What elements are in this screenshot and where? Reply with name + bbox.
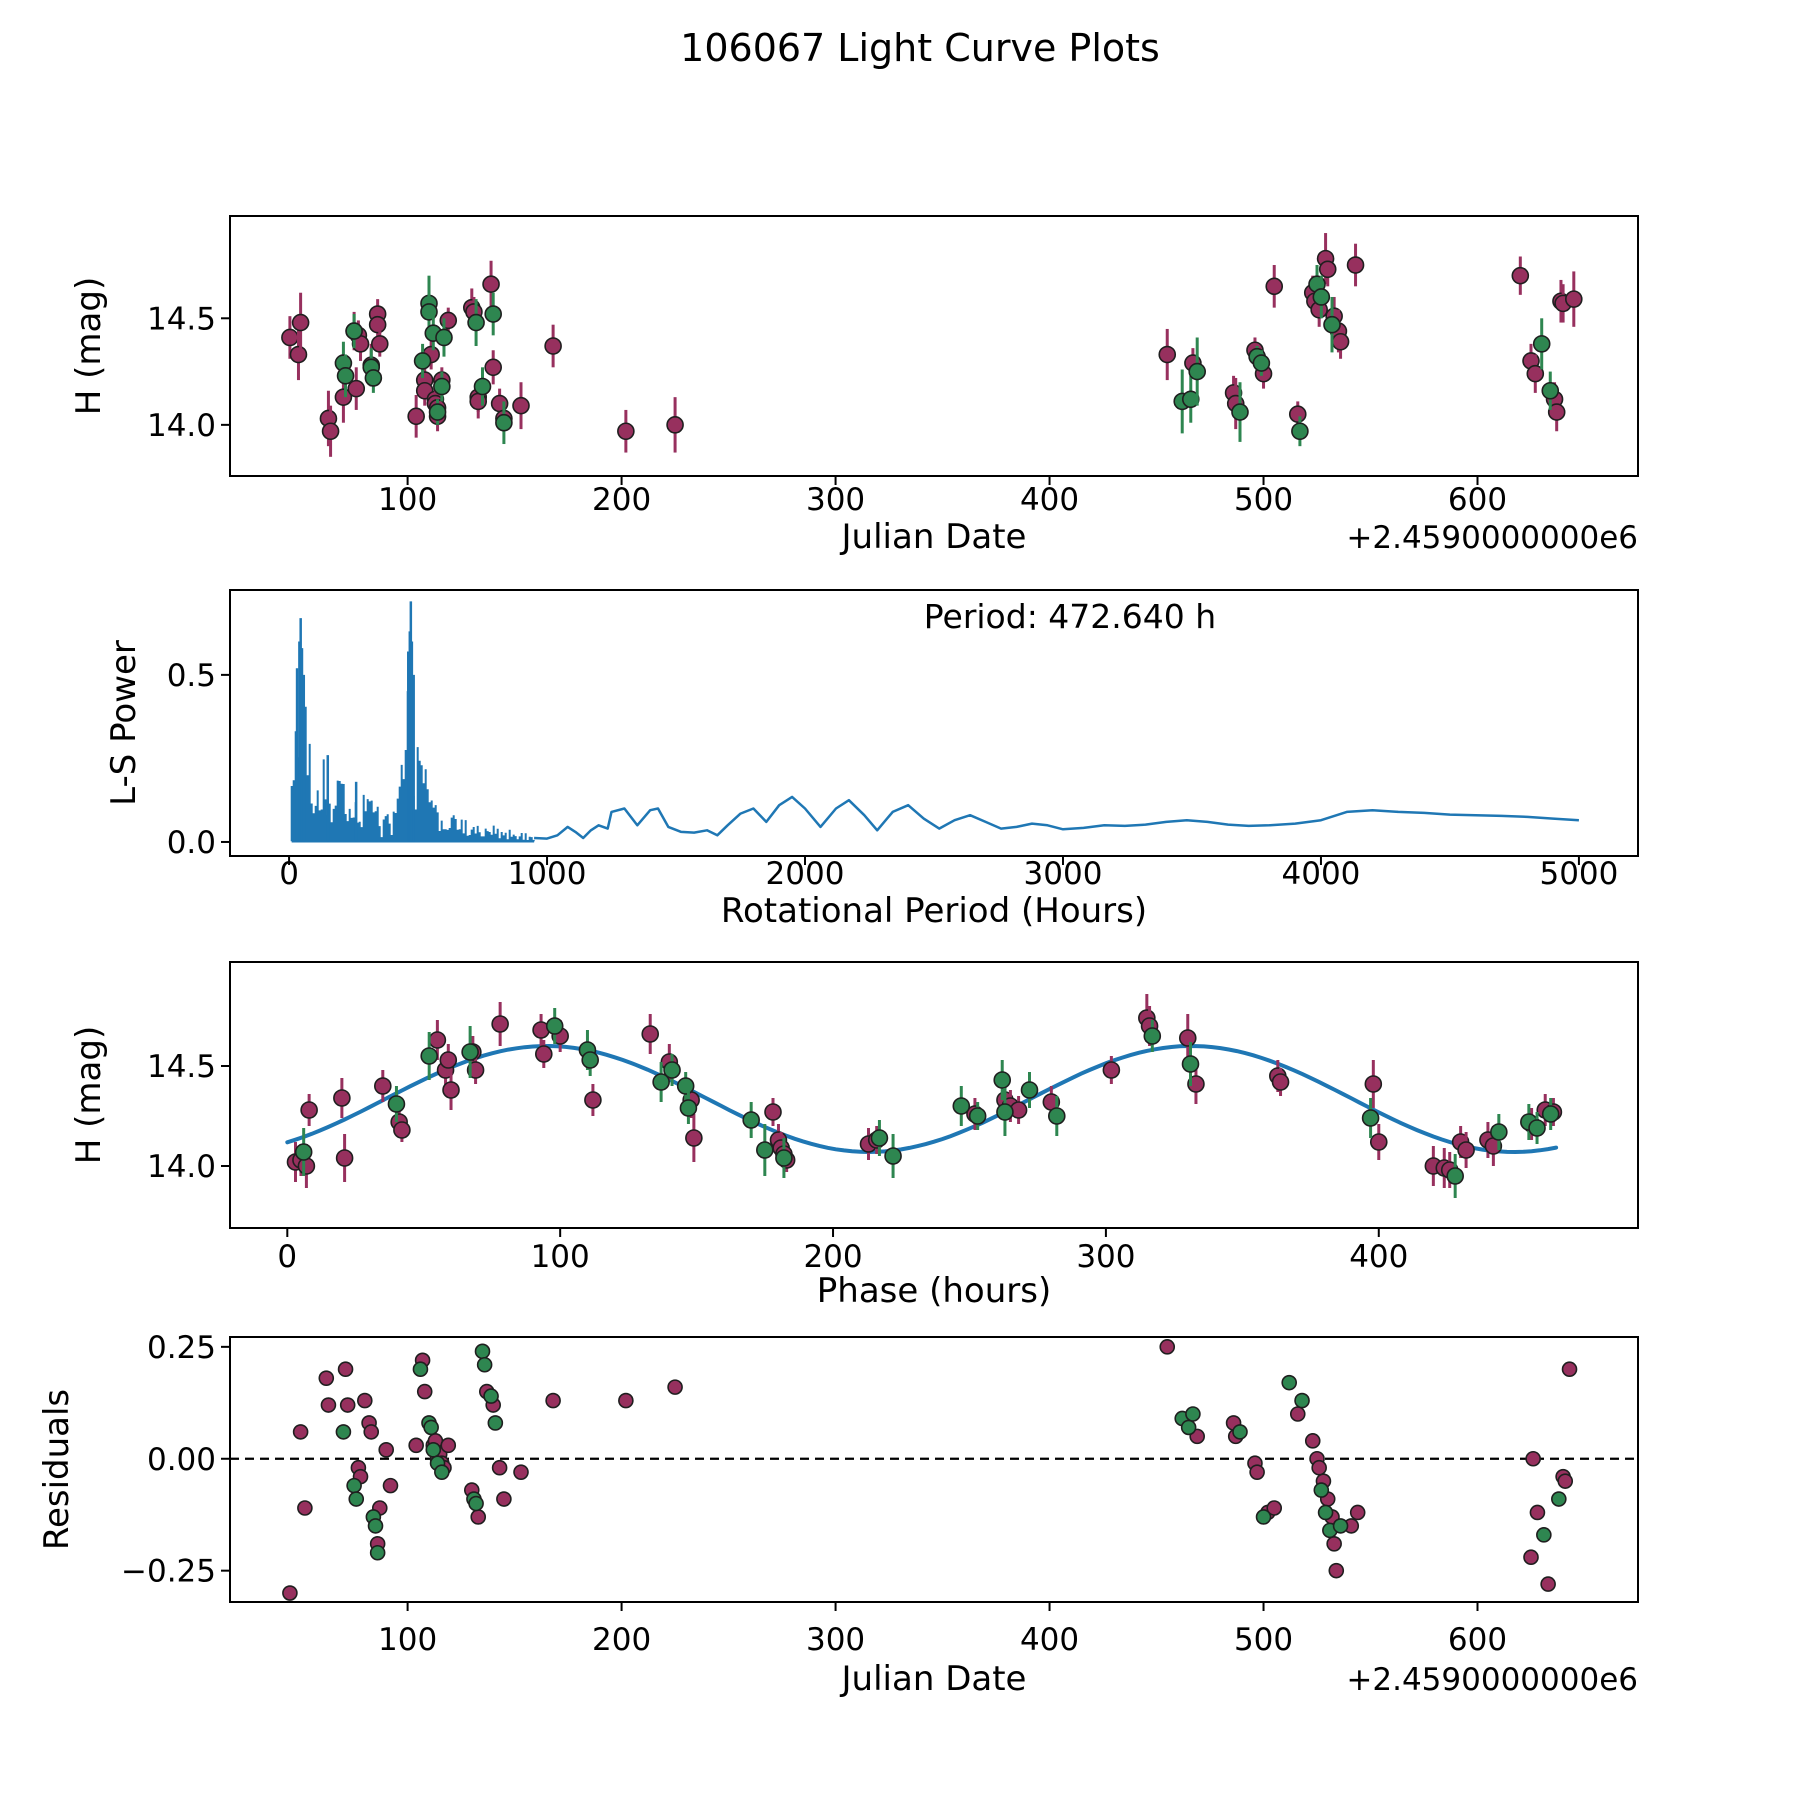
data-point: [1180, 1030, 1196, 1046]
data-point: [1512, 268, 1528, 284]
data-point: [346, 323, 362, 339]
data-point: [418, 1385, 432, 1399]
panel-light-curve: [282, 233, 1582, 457]
x-tick-label: 200: [803, 1239, 863, 1275]
data-point: [347, 1479, 361, 1493]
x-tick-label: 0: [277, 1239, 298, 1275]
data-point: [388, 1096, 404, 1112]
data-point: [475, 1344, 489, 1358]
data-point: [434, 378, 450, 394]
axes-frame: [230, 216, 1638, 476]
y-axis-label: H (mag): [69, 276, 109, 416]
x-tick-label: 300: [805, 482, 866, 518]
data-point: [293, 315, 309, 331]
panel-periodogram: [292, 597, 1579, 841]
data-point: [375, 1078, 391, 1094]
data-point: [341, 1398, 355, 1412]
data-point: [283, 1586, 297, 1600]
panel-residuals: [230, 1340, 1638, 1600]
data-point: [436, 329, 452, 345]
axes-rs: [37, 1330, 1638, 1699]
data-point: [408, 408, 424, 424]
data-point: [997, 1104, 1013, 1120]
data-point: [1160, 1340, 1174, 1354]
data-point: [478, 1358, 492, 1372]
data-point: [994, 1072, 1010, 1088]
data-point: [372, 336, 388, 352]
y-axis-label: Residuals: [37, 1388, 77, 1551]
data-point: [743, 1112, 759, 1128]
data-point: [483, 276, 499, 292]
data-point: [488, 1416, 502, 1430]
x-axis-label: Julian Date: [841, 1659, 1027, 1699]
data-point: [421, 1048, 437, 1064]
data-point: [1144, 1028, 1160, 1044]
data-point: [1552, 1492, 1566, 1506]
x-tick-label: 4000: [1281, 856, 1361, 892]
axes-pg: [104, 590, 1638, 931]
data-point: [618, 423, 634, 439]
data-point: [1250, 1465, 1264, 1479]
x-tick-label: 100: [530, 1239, 590, 1275]
data-point: [443, 1082, 459, 1098]
figure-title: 106067 Light Curve Plots: [680, 26, 1160, 70]
data-point: [337, 1150, 353, 1166]
data-point: [664, 1062, 680, 1078]
data-point: [413, 1362, 427, 1376]
data-point: [1049, 1108, 1065, 1124]
data-point: [871, 1130, 887, 1146]
data-point: [765, 1104, 781, 1120]
data-point: [409, 1438, 423, 1452]
data-point: [1558, 1474, 1572, 1488]
data-point: [1491, 1124, 1507, 1140]
data-point: [1541, 1577, 1555, 1591]
x-tick-label: 500: [1233, 482, 1294, 518]
y-tick-label: 14.5: [146, 301, 216, 338]
data-point: [1233, 1425, 1247, 1439]
data-point: [1312, 1461, 1326, 1475]
x-tick-label: 300: [1076, 1239, 1136, 1275]
data-point: [1319, 1505, 1333, 1519]
data-point: [469, 1497, 483, 1511]
data-point: [642, 1026, 658, 1042]
data-point: [1282, 1376, 1296, 1390]
data-point: [1257, 1510, 1271, 1524]
data-point: [370, 317, 386, 333]
panel-phase-curve: [287, 994, 1561, 1198]
x-tick-label: 300: [805, 1622, 866, 1658]
data-point: [415, 353, 431, 369]
data-point: [1182, 1056, 1198, 1072]
data-point: [484, 1389, 498, 1403]
data-point: [471, 1510, 485, 1524]
x-axis-offset-text: +2.4590000000e6: [1346, 1662, 1638, 1698]
x-tick-label: 100: [378, 1622, 438, 1658]
data-point: [546, 1394, 560, 1408]
data-point: [296, 1144, 312, 1160]
data-point: [294, 1425, 308, 1439]
data-point: [776, 1150, 792, 1166]
y-axis-label: L-S Power: [104, 640, 144, 806]
data-point: [1232, 404, 1248, 420]
data-point: [1273, 1074, 1289, 1090]
data-point: [1458, 1142, 1474, 1158]
data-point: [1543, 1106, 1559, 1122]
data-point: [1306, 1434, 1320, 1448]
data-point: [1363, 1110, 1379, 1126]
data-point: [334, 1090, 350, 1106]
data-point: [1529, 1120, 1545, 1136]
data-point: [1022, 1082, 1038, 1098]
data-point: [1329, 1564, 1343, 1578]
data-point: [323, 423, 339, 439]
x-tick-label: 500: [1233, 1622, 1294, 1658]
x-tick-label: 200: [592, 1622, 652, 1658]
data-point: [619, 1394, 633, 1408]
data-point: [365, 370, 381, 386]
data-point: [1334, 1519, 1348, 1533]
data-point: [1351, 1505, 1365, 1519]
data-point: [1563, 1362, 1577, 1376]
data-point: [545, 338, 561, 354]
y-tick-label: 14.5: [146, 1049, 216, 1085]
data-point: [1291, 1407, 1305, 1421]
x-tick-label: 3000: [1023, 856, 1103, 892]
data-point: [496, 415, 512, 431]
data-point: [497, 1492, 511, 1506]
data-point: [953, 1098, 969, 1114]
data-point: [680, 1100, 696, 1116]
data-point: [485, 359, 501, 375]
x-tick-label: 600: [1447, 1622, 1508, 1658]
data-point: [1530, 1505, 1544, 1519]
data-point: [493, 1461, 507, 1475]
period-annotation: Period: 472.640 h: [923, 597, 1217, 636]
y-axis-label: H (mag): [69, 1025, 109, 1165]
data-point: [383, 1479, 397, 1493]
data-point: [462, 1044, 478, 1060]
x-tick-label: 400: [1019, 482, 1080, 518]
data-point: [1320, 261, 1336, 277]
data-point: [1290, 406, 1306, 422]
data-point: [1542, 383, 1558, 399]
data-point: [394, 1122, 410, 1138]
data-point: [298, 1158, 314, 1174]
data-point: [1526, 1452, 1540, 1466]
data-point: [757, 1142, 773, 1158]
data-point: [364, 1425, 378, 1439]
x-axis-label: Julian Date: [841, 517, 1027, 557]
data-point: [474, 378, 490, 394]
data-point: [1371, 1134, 1387, 1150]
data-point: [667, 417, 683, 433]
data-point: [379, 1443, 393, 1457]
data-point: [1324, 317, 1340, 333]
data-point: [468, 315, 484, 331]
data-point: [371, 1546, 385, 1560]
data-point: [485, 306, 501, 322]
data-point: [1348, 257, 1364, 273]
x-tick-label: 1000: [507, 856, 587, 892]
data-point: [349, 1492, 363, 1506]
data-point: [369, 1519, 383, 1533]
data-point: [1314, 1483, 1328, 1497]
data-point: [1534, 336, 1550, 352]
y-tick-label: 0.25: [146, 1329, 216, 1366]
x-axis-label: Rotational Period (Hours): [720, 891, 1148, 931]
data-point: [319, 1371, 333, 1385]
data-point: [426, 1443, 440, 1457]
x-tick-label: 400: [1349, 1239, 1409, 1275]
data-point: [547, 1018, 563, 1034]
data-point: [970, 1108, 986, 1124]
data-point: [1103, 1062, 1119, 1078]
data-point: [358, 1394, 372, 1408]
data-point: [1447, 1168, 1463, 1184]
data-point: [668, 1380, 682, 1394]
data-point: [441, 1438, 455, 1452]
data-point: [1182, 1420, 1196, 1434]
data-point: [514, 1465, 528, 1479]
data-point: [338, 368, 354, 384]
data-point: [686, 1130, 702, 1146]
data-point: [1524, 1550, 1538, 1564]
data-point: [290, 347, 306, 363]
data-point: [585, 1092, 601, 1108]
data-point: [492, 1016, 508, 1032]
x-tick-label: 400: [1019, 1622, 1080, 1658]
data-point: [301, 1102, 317, 1118]
data-point: [1566, 291, 1582, 307]
data-point: [1365, 1076, 1381, 1092]
data-point: [298, 1501, 312, 1515]
data-point: [1266, 278, 1282, 294]
data-point: [321, 1398, 335, 1412]
data-point: [1253, 355, 1269, 371]
data-point: [1186, 1407, 1200, 1421]
x-tick-label: 2000: [765, 856, 845, 892]
data-point: [678, 1078, 694, 1094]
data-point: [430, 404, 446, 420]
data-point: [1327, 1537, 1341, 1551]
data-point: [435, 1465, 449, 1479]
data-point: [513, 398, 529, 414]
data-point: [282, 329, 298, 345]
data-point: [1313, 289, 1329, 305]
x-tick-label: 100: [378, 482, 438, 518]
data-point: [536, 1046, 552, 1062]
x-tick-label: 200: [592, 482, 652, 518]
y-tick-label: −0.25: [121, 1553, 216, 1590]
axes-lc: [69, 216, 1638, 557]
y-tick-label: 0.5: [166, 657, 216, 694]
data-point: [348, 381, 364, 397]
data-point: [1159, 347, 1175, 363]
x-tick-label: 600: [1447, 482, 1508, 518]
x-tick-label: 0: [279, 856, 299, 892]
x-tick-label: 5000: [1539, 856, 1619, 892]
data-point: [1537, 1528, 1551, 1542]
data-point: [339, 1362, 353, 1376]
x-axis-label: Phase (hours): [816, 1271, 1052, 1311]
data-point: [885, 1148, 901, 1164]
data-point: [429, 1032, 445, 1048]
data-point: [1292, 423, 1308, 439]
data-point: [1295, 1394, 1309, 1408]
y-tick-label: 14.0: [146, 407, 216, 444]
data-point: [336, 1425, 350, 1439]
data-point: [582, 1052, 598, 1068]
data-point: [1333, 334, 1349, 350]
axes-frame: [230, 962, 1638, 1228]
y-tick-label: 0.00: [146, 1441, 216, 1478]
data-point: [440, 1052, 456, 1068]
data-point: [1189, 364, 1205, 380]
x-axis-offset-text: +2.4590000000e6: [1346, 520, 1638, 556]
y-tick-label: 0.0: [166, 824, 216, 861]
periodogram-smooth-curve: [534, 797, 1579, 839]
data-point: [424, 1420, 438, 1434]
y-tick-label: 14.0: [146, 1149, 216, 1185]
